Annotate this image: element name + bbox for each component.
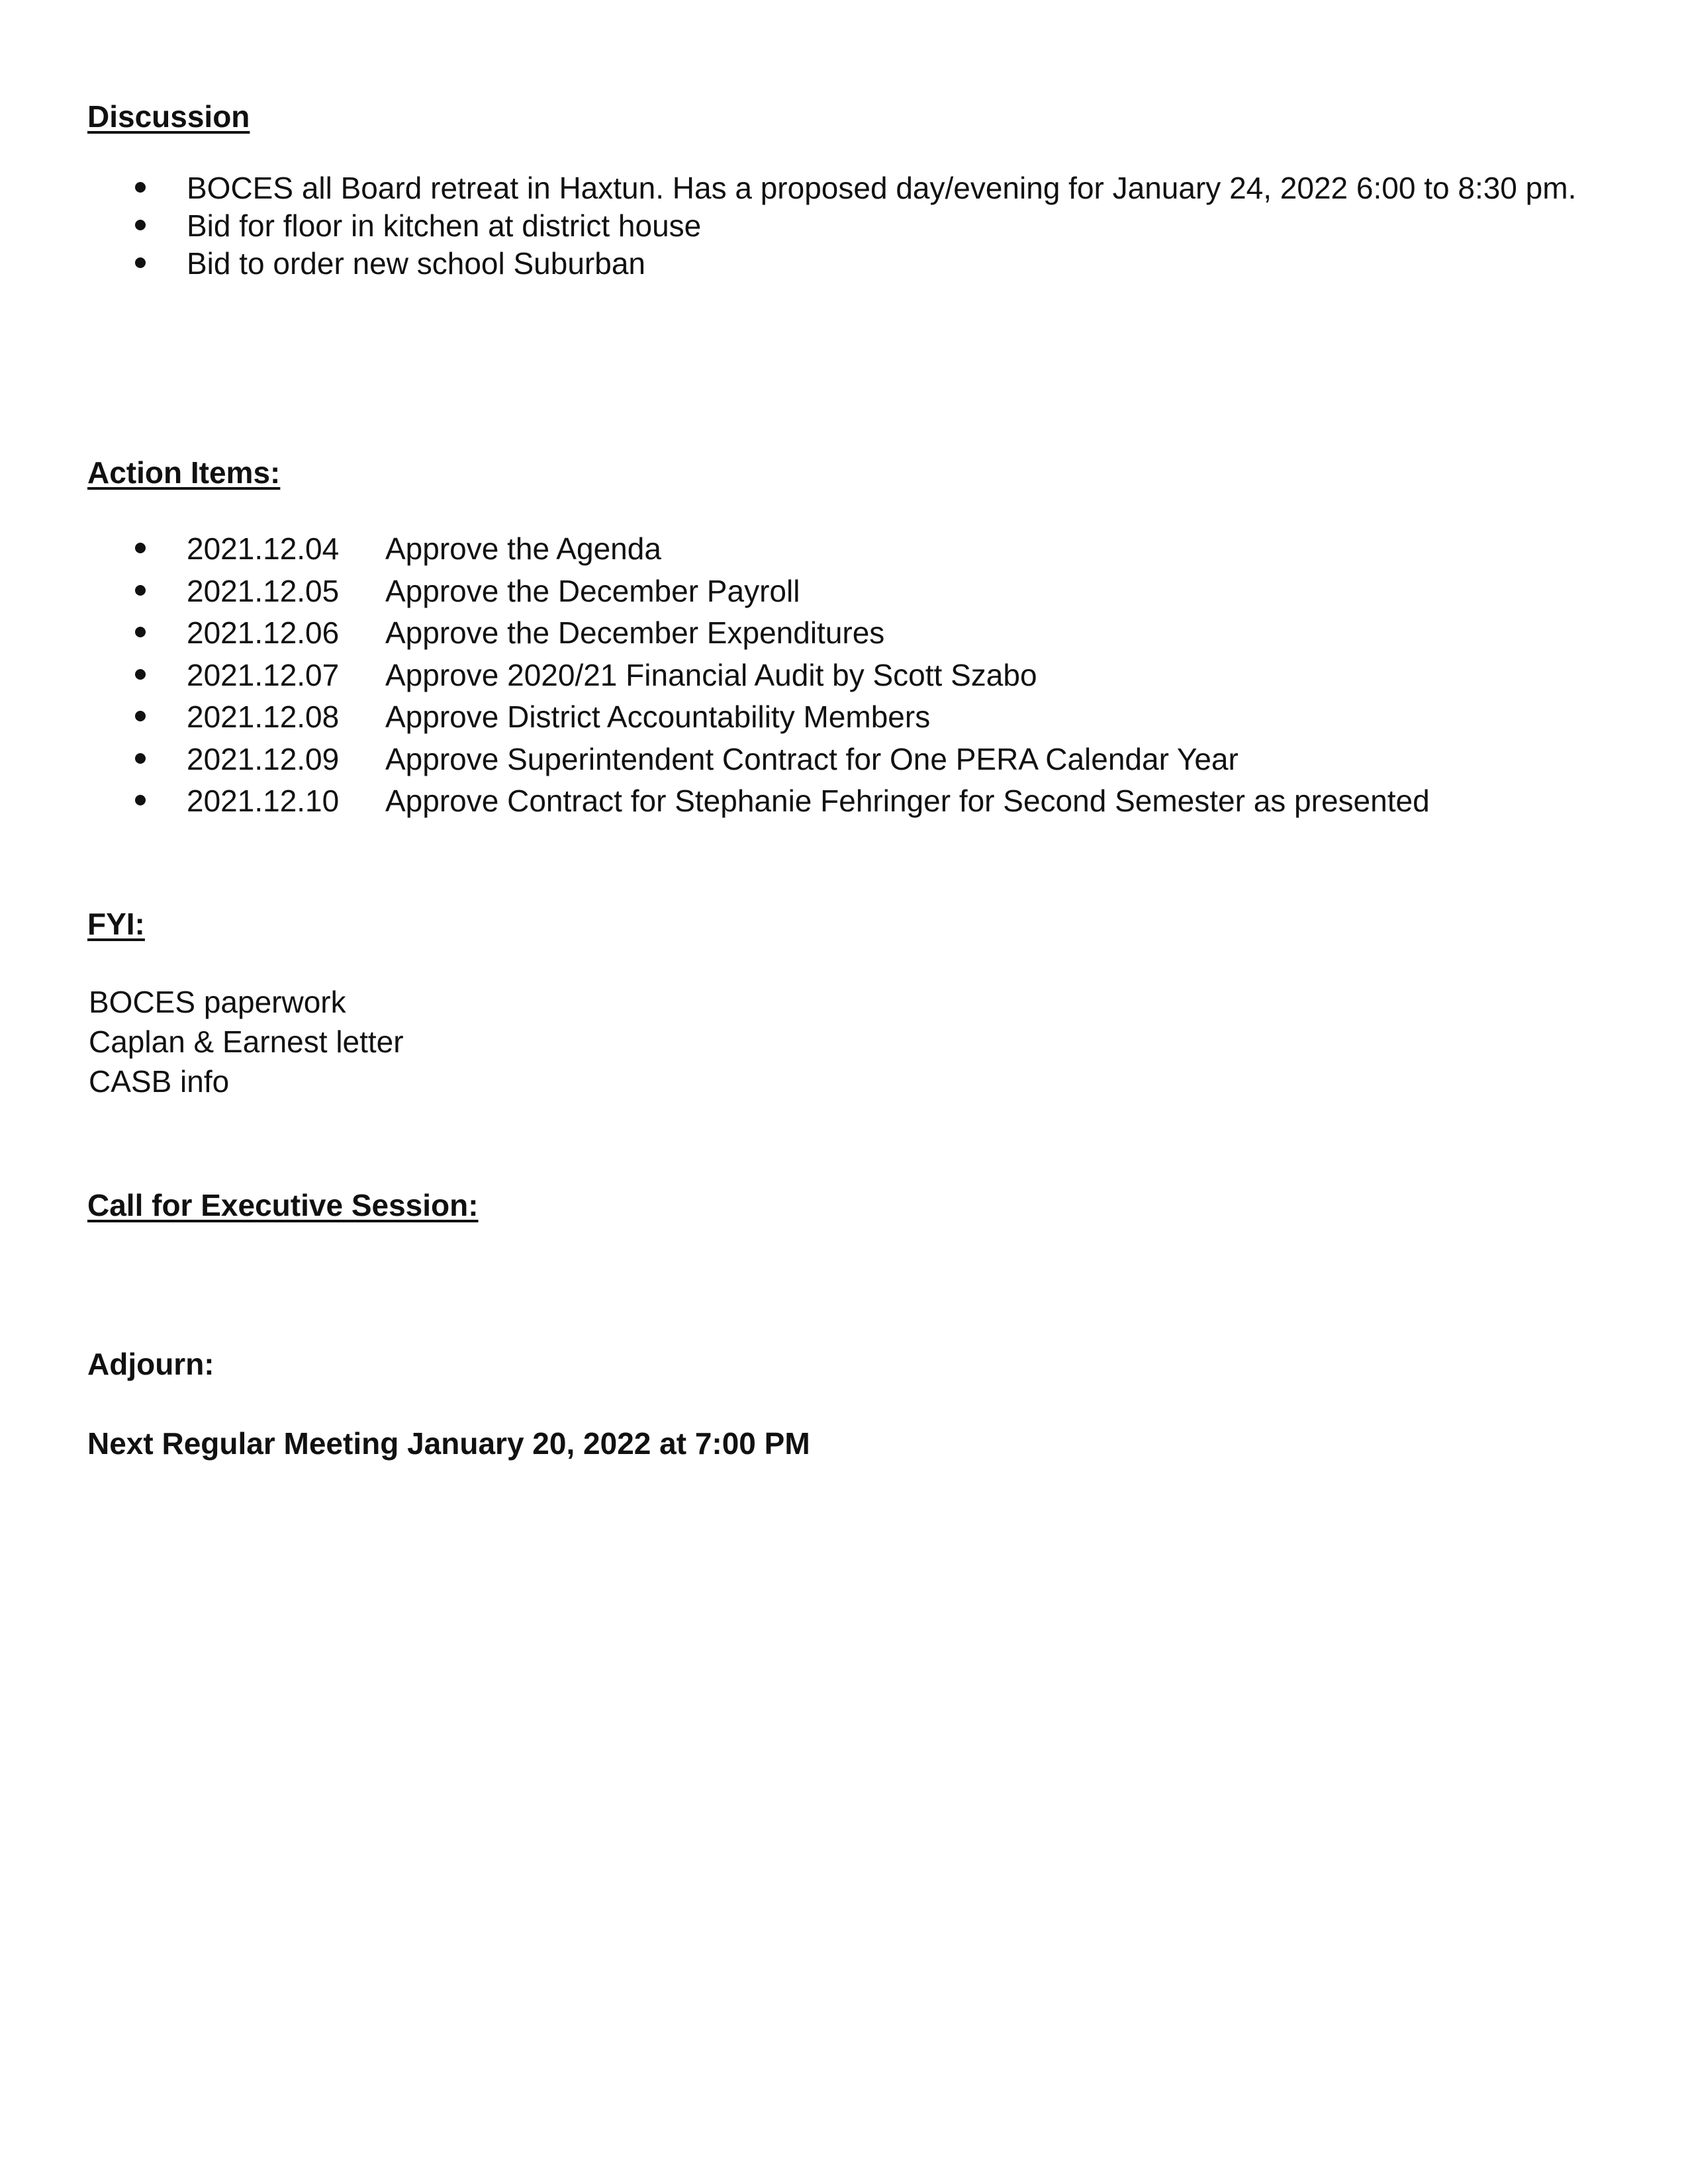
action-item-text: Approve 2020/21 Financial Audit by Scott Szabo [385, 657, 1037, 692]
bullet-icon [135, 543, 146, 553]
action-item-code: 2021.12.06 [187, 615, 340, 650]
action-item-code: 2021.12.10 [187, 784, 340, 818]
action-item-text: Approve Contract for Stephanie Fehringer for Second Semester as presented [385, 784, 1430, 818]
action-item-code: 2021.12.09 [187, 741, 340, 776]
bullet-icon [135, 257, 146, 268]
bullet-icon [135, 627, 146, 637]
action-items-heading: Action Items: [87, 455, 281, 490]
action-item-code: 2021.12.04 [187, 531, 340, 566]
list-item [0, 207, 1688, 245]
bullet-icon [135, 182, 146, 193]
action-item-code: 2021.12.08 [187, 700, 340, 734]
fyi-heading: FYI: [87, 907, 145, 941]
discussion-list [0, 169, 1688, 283]
action-item-text: Approve Superintendent Contract for One PERA Calendar Year [385, 741, 1239, 776]
list-item [0, 741, 1688, 783]
list-item [0, 169, 1688, 207]
list-item [0, 530, 1688, 572]
bullet-icon [135, 753, 146, 764]
list-item [0, 245, 1688, 283]
next-meeting-text: Next Regular Meeting January 20, 2022 at 7:00 PM [87, 1426, 810, 1461]
discussion-item-text: Bid for floor in kitchen at district house [187, 208, 702, 243]
action-item-code: 2021.12.05 [187, 573, 340, 608]
list-item [0, 572, 1688, 615]
discussion-heading: Discussion [87, 99, 250, 134]
executive-session-heading: Call for Executive Session: [87, 1188, 479, 1222]
list-item: CASB info [89, 1064, 230, 1099]
list-item [0, 698, 1688, 741]
list-item [0, 782, 1688, 825]
list-item: Caplan & Earnest letter [89, 1024, 404, 1059]
fyi-list [89, 982, 404, 1101]
bullet-icon [135, 711, 146, 721]
discussion-item-text: BOCES all Board retreat in Haxtun. Has a proposed day/evening for January 24, 2022 6:00 to 8:30 pm. [187, 171, 1577, 205]
bullet-icon [135, 795, 146, 805]
action-item-code: 2021.12.07 [187, 657, 340, 692]
action-item-text: Approve the December Expenditures [385, 615, 885, 650]
adjourn-heading: Adjourn: [87, 1347, 214, 1381]
action-items-list [0, 530, 1688, 825]
action-item-text: Approve the December Payroll [385, 573, 800, 608]
list-item [0, 614, 1688, 657]
list-item [0, 657, 1688, 699]
action-item-text: Approve District Accountability Members [385, 700, 931, 734]
discussion-item-text: Bid to order new school Suburban [187, 246, 645, 281]
bullet-icon [135, 585, 146, 596]
bullet-icon [135, 669, 146, 680]
list-item: BOCES paperwork [89, 985, 346, 1019]
action-item-text: Approve the Agenda [385, 531, 661, 566]
bullet-icon [135, 220, 146, 230]
